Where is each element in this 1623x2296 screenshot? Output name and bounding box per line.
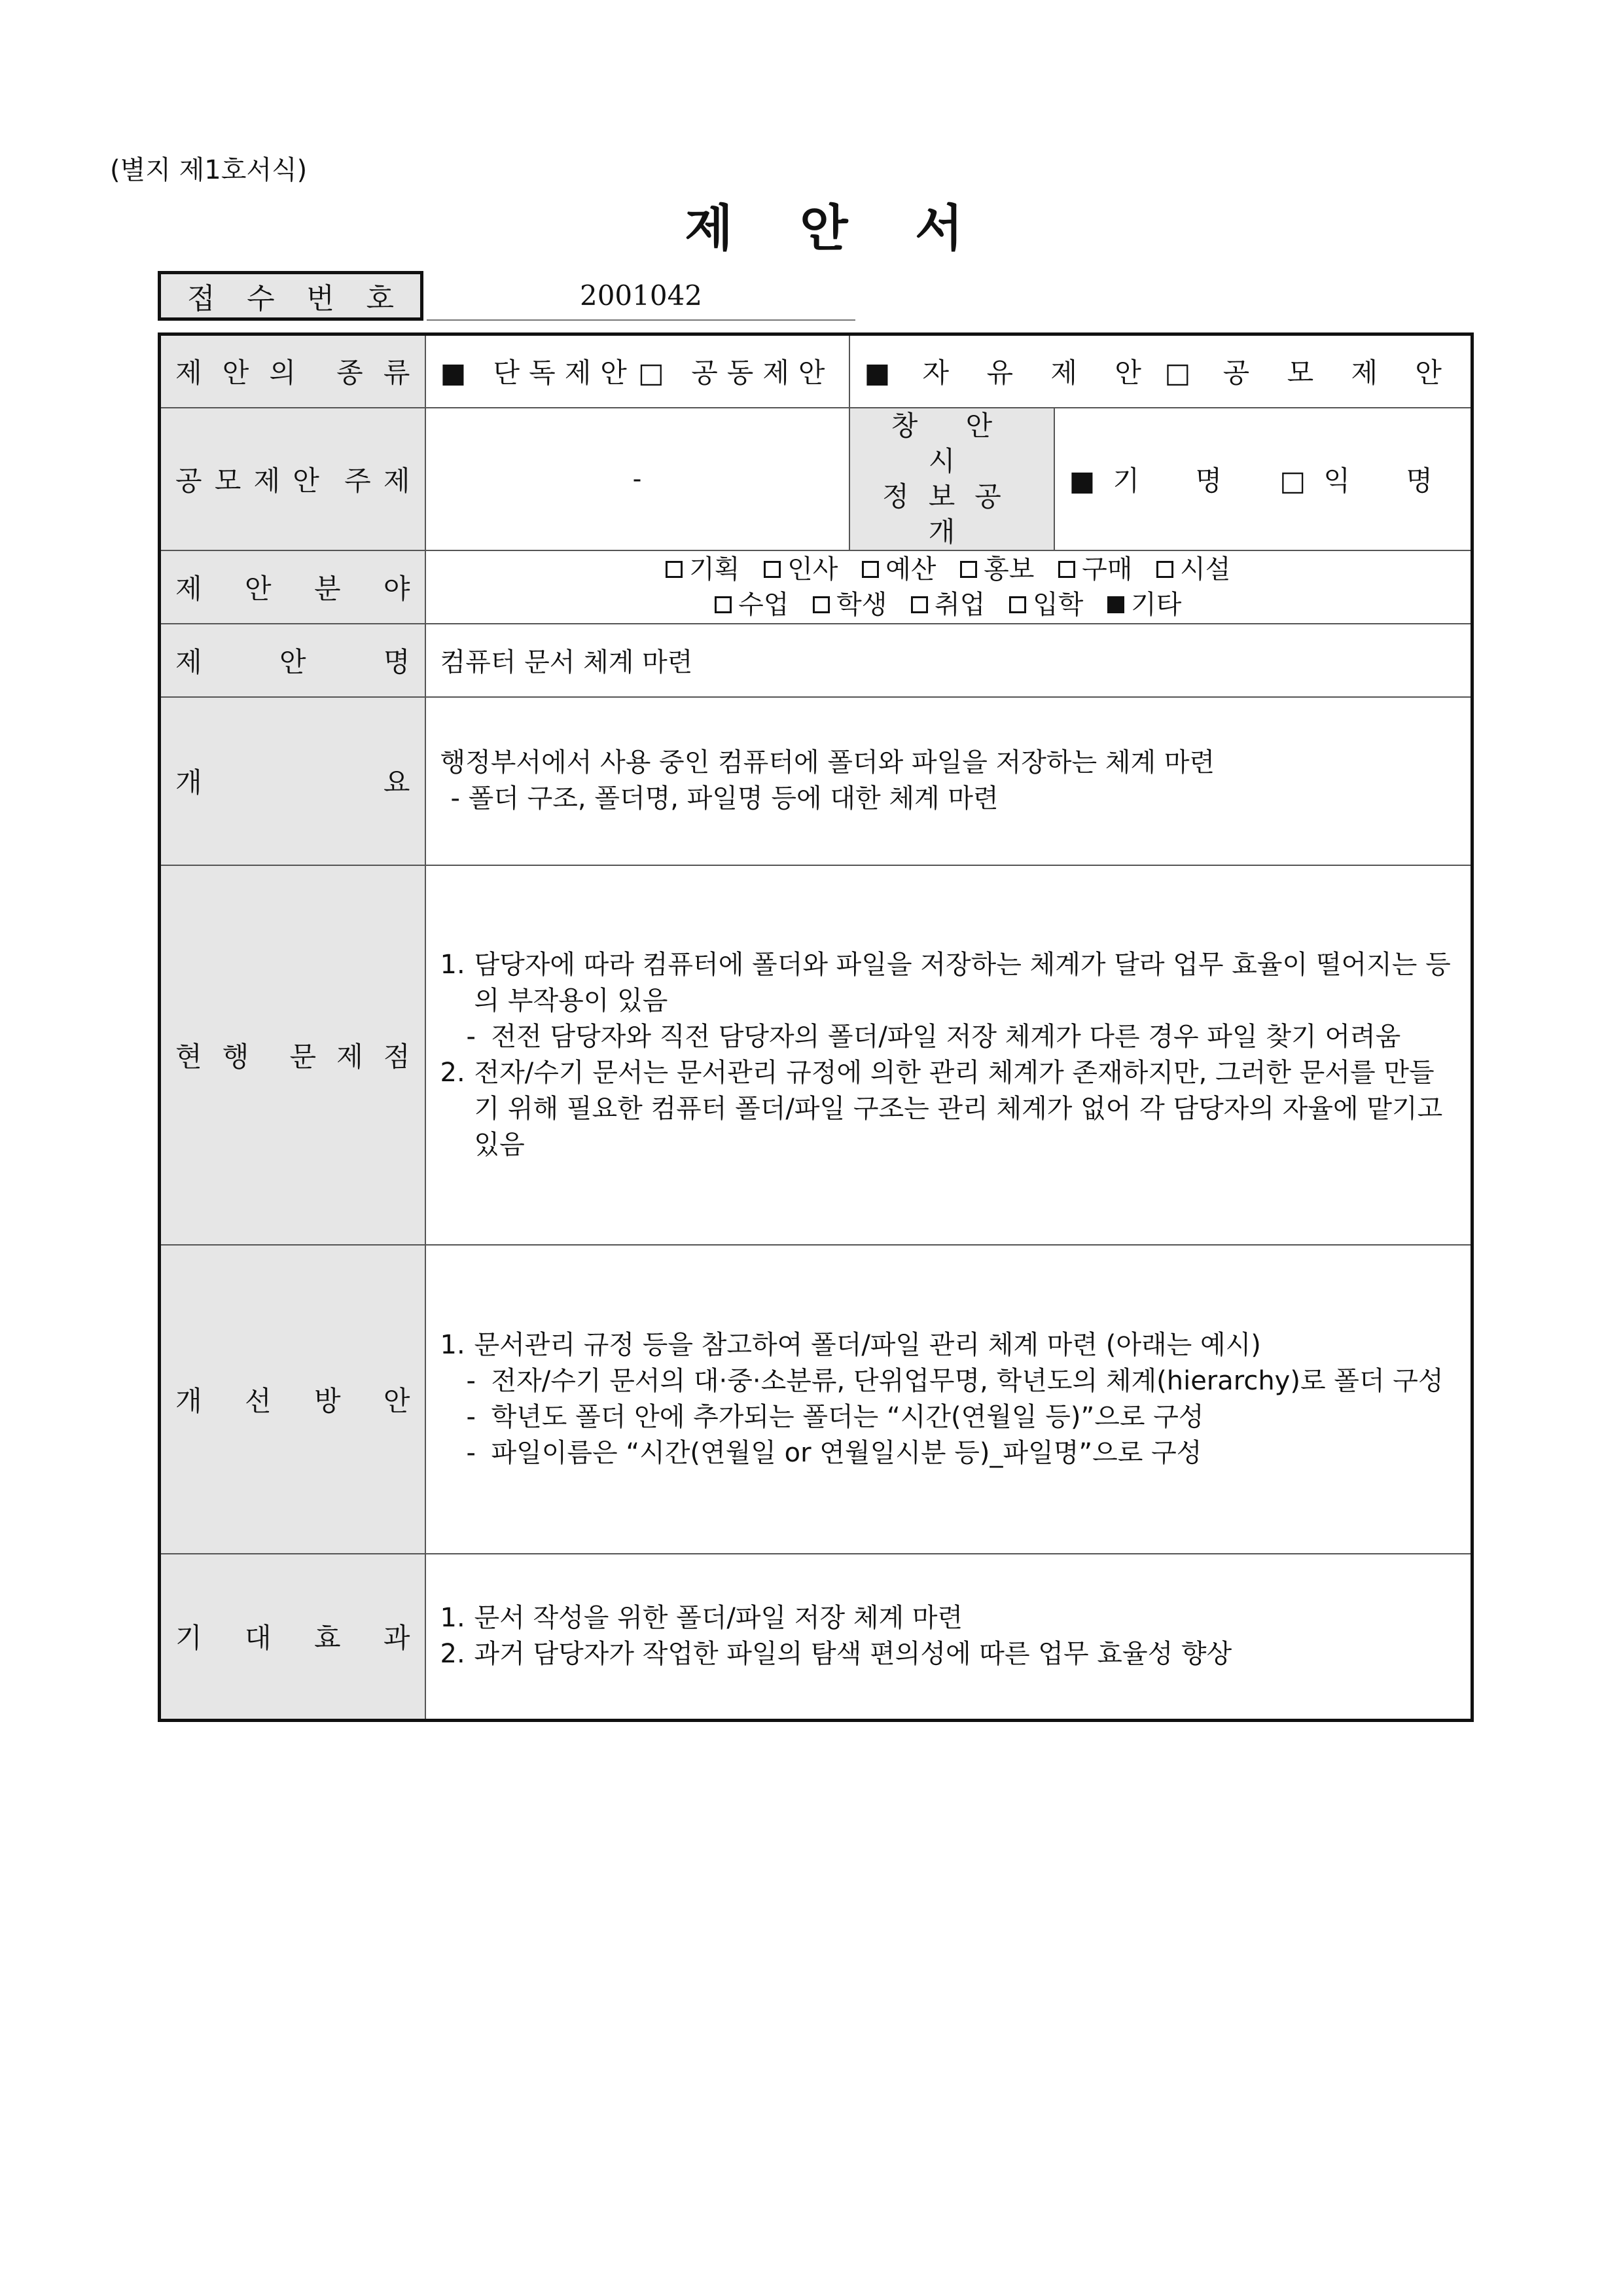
sub-list-item — [440, 1363, 1457, 1399]
list-number: 1. — [440, 949, 465, 980]
label-char: 명 — [383, 645, 410, 678]
sub-list-item — [440, 1435, 1457, 1471]
proposal-form-table — [158, 332, 1474, 1722]
label-char: 안 — [244, 572, 272, 605]
expected-effects-content[interactable] — [425, 1554, 1472, 1721]
sub-list-item — [440, 1019, 1457, 1055]
label-char: 문 — [289, 1040, 317, 1073]
label-char: 선 — [244, 1384, 272, 1417]
label-improvement-plan — [160, 1245, 425, 1554]
summary-content[interactable] — [425, 697, 1472, 865]
option-label: 기타 — [1131, 589, 1182, 620]
label-proposal-name — [160, 624, 425, 697]
option-label: 인사 — [787, 554, 838, 584]
option-label: 자 유 제 안 — [922, 357, 1156, 389]
option-label: 익 명 — [1323, 464, 1456, 497]
label-char: 호 — [366, 282, 394, 315]
row-proposal-name — [160, 624, 1472, 697]
list-number: 1. — [440, 1603, 465, 1634]
label-char: 수 — [247, 282, 275, 315]
proposal-name-value[interactable]: 컴퓨터 문서 체계 마련 — [425, 624, 1472, 697]
list-dash: - — [466, 1437, 476, 1468]
label-char: 행 — [222, 1040, 249, 1073]
checkbox-checked-icon: ■ — [864, 357, 902, 389]
label-char: 번 — [306, 282, 334, 315]
label-proposal-type — [160, 334, 425, 408]
list-item — [440, 947, 1457, 1019]
proposal-type-options — [425, 334, 849, 408]
option-named[interactable] — [1069, 459, 1246, 499]
list-number: 2. — [440, 1057, 465, 1088]
label-char: 종 — [336, 357, 363, 389]
option-contest-proposal[interactable] — [1165, 351, 1456, 391]
field-option-personnel[interactable] — [764, 552, 838, 587]
option-free-proposal[interactable] — [865, 351, 1156, 391]
option-label: 예산 — [885, 554, 936, 584]
label-disclosure — [849, 408, 1054, 550]
checkbox-empty-icon — [862, 561, 879, 578]
row-expected-effects — [160, 1554, 1472, 1721]
row-improvement-plan — [160, 1245, 1472, 1554]
list-number: 1. — [440, 1329, 465, 1360]
label-char: 안 — [383, 1384, 410, 1417]
list-item — [440, 1600, 1457, 1636]
option-label: 단독제안 — [493, 357, 636, 389]
list-text: 전자/수기 문서는 문서관리 규정에 의한 관리 체계가 존재하지만, 그러한 문서를 만들기 위해 필요한 컴퓨터 폴더/파일 구조는 관리 체계가 없어 각 담당자의 자율에 맡기고 있음 — [474, 1057, 1443, 1160]
row-proposal-field — [160, 550, 1472, 624]
label-char: 류 — [383, 357, 410, 389]
label-char: 주 — [344, 464, 371, 497]
option-label: 수업 — [738, 589, 789, 620]
checkbox-checked-icon: ■ — [1069, 464, 1096, 497]
option-label: 학생 — [836, 589, 887, 620]
list-text: 과거 담당자가 작업한 파일의 탐색 편의성에 따른 업무 효율성 향상 — [474, 1639, 1232, 1670]
label-char: 접 — [187, 282, 215, 315]
disclosure-options — [1054, 408, 1472, 550]
list-item — [440, 1636, 1457, 1672]
label-char: 제 — [336, 1040, 363, 1073]
proposal-method-options — [849, 334, 1472, 408]
checkbox-empty-icon — [1156, 561, 1173, 578]
option-anonymous[interactable] — [1279, 459, 1456, 499]
option-label: 홍보 — [984, 554, 1035, 584]
list-text: 담당자에 따라 컴퓨터에 폴더와 파일을 저장하는 체계가 달라 업무 효율이 떨어지는 등의 부작용이 있음 — [474, 949, 1451, 1016]
field-option-other[interactable] — [1107, 587, 1181, 622]
label-current-problems — [160, 865, 425, 1245]
label-char: 개 — [175, 1384, 202, 1417]
checkbox-empty-icon — [666, 561, 683, 578]
label-char: 요 — [383, 766, 410, 798]
field-option-classes[interactable] — [715, 587, 789, 622]
label-char: 공 — [175, 464, 202, 497]
row-summary — [160, 697, 1472, 865]
label-char: 개 — [175, 766, 202, 798]
option-joint-proposal[interactable] — [638, 351, 834, 391]
label-summary — [160, 697, 425, 865]
label-char: 야 — [383, 572, 410, 605]
label-char: 제 — [175, 357, 202, 389]
label-char: 방 — [313, 1384, 341, 1417]
row-contest-topic — [160, 408, 1472, 550]
checkbox-empty-icon: □ — [1164, 357, 1203, 389]
list-item — [440, 1327, 1457, 1363]
checkbox-empty-icon — [764, 561, 781, 578]
checkbox-checked-icon — [1107, 596, 1124, 613]
option-label: 공 모 제 안 — [1222, 357, 1456, 389]
option-label: 구매 — [1082, 554, 1133, 584]
summary-line: 행정부서에서 사용 중인 컴퓨터에 폴더와 파일을 저장하는 체계 마련 — [440, 747, 1215, 778]
document-title: 제 안 서 — [685, 199, 988, 257]
label-char: 점 — [383, 1040, 410, 1073]
field-option-students[interactable] — [813, 587, 887, 622]
label-char: 제 — [383, 464, 410, 497]
label-char: 과 — [383, 1622, 410, 1655]
receipt-number-value[interactable]: 2001042 — [427, 271, 855, 321]
label-char: 기 — [175, 1622, 202, 1655]
label-char: 대 — [244, 1622, 272, 1655]
checkbox-empty-icon: □ — [638, 357, 673, 389]
sub-list-item — [440, 1399, 1457, 1435]
disclosure-label-line1: 창 안 시 — [891, 409, 1012, 477]
label-char: 제 — [175, 645, 202, 678]
form-number: (별지 제1호서식) — [110, 155, 308, 185]
list-dash: - — [466, 1365, 476, 1396]
row-proposal-type — [160, 334, 1472, 408]
current-problems-content[interactable] — [425, 865, 1472, 1245]
label-contest-topic — [160, 408, 425, 550]
list-text: 문서관리 규정 등을 참고하여 폴더/파일 관리 체계 마련 (아래는 예시) — [474, 1329, 1261, 1360]
option-label: 시설 — [1180, 554, 1231, 584]
checkbox-checked-icon: ■ — [440, 357, 476, 389]
field-option-admission[interactable] — [1009, 587, 1083, 622]
label-char: 안 — [279, 645, 306, 678]
field-option-publicity[interactable] — [960, 552, 1034, 587]
field-option-employment[interactable] — [911, 587, 985, 622]
label-char: 안 — [293, 464, 319, 497]
list-text: 파일이름은 “시간(연월일 or 연월일시분 등)_파일명”으로 구성 — [491, 1437, 1202, 1468]
label-char: 제 — [175, 572, 202, 605]
disclosure-label-line2: 정보공개 — [882, 480, 1021, 548]
option-label: 취업 — [935, 589, 986, 620]
option-single-proposal[interactable] — [440, 351, 636, 391]
list-text: 문서 작성을 위한 폴더/파일 저장 체계 마련 — [474, 1603, 963, 1634]
field-option-purchase[interactable] — [1058, 552, 1132, 587]
checkbox-empty-icon — [960, 561, 977, 578]
option-label: 기획 — [689, 554, 740, 584]
label-char: 현 — [175, 1040, 202, 1073]
checkbox-empty-icon — [715, 596, 732, 613]
label-char: 안 — [222, 357, 249, 389]
option-label: 입학 — [1033, 589, 1084, 620]
option-label: 기 명 — [1113, 464, 1246, 497]
label-char: 의 — [269, 357, 296, 389]
label-char: 분 — [313, 572, 341, 605]
improvement-plan-content[interactable] — [425, 1245, 1472, 1554]
checkbox-empty-icon — [911, 596, 928, 613]
summary-line: - 폴더 구조, 폴더명, 파일명 등에 대한 체계 마련 — [450, 783, 999, 814]
list-text: 전전 담당자와 직전 담당자의 폴더/파일 저장 체계가 다른 경우 파일 찾기 어려움 — [491, 1021, 1401, 1052]
receipt-number-label — [158, 271, 423, 321]
checkbox-empty-icon — [1009, 596, 1026, 613]
list-dash: - — [466, 1401, 476, 1432]
checkbox-empty-icon: □ — [1279, 464, 1306, 497]
checkbox-empty-icon — [1058, 561, 1075, 578]
label-char: 모 — [214, 464, 241, 497]
list-item — [440, 1055, 1457, 1163]
field-option-facilities[interactable] — [1156, 552, 1230, 587]
label-char: 효 — [313, 1622, 341, 1655]
label-expected-effects — [160, 1554, 425, 1721]
field-option-planning[interactable] — [666, 552, 740, 587]
proposal-field-options — [425, 550, 1472, 624]
field-option-budget[interactable] — [862, 552, 936, 587]
row-current-problems — [160, 865, 1472, 1245]
label-proposal-field — [160, 550, 425, 624]
list-number: 2. — [440, 1639, 465, 1670]
list-text: 학년도 폴더 안에 추가되는 폴더는 “시간(연월일 등)”으로 구성 — [491, 1401, 1204, 1432]
list-dash: - — [466, 1021, 476, 1052]
option-label: 공동제안 — [691, 357, 834, 389]
checkbox-empty-icon — [813, 596, 830, 613]
list-text: 전자/수기 문서의 대·중·소분류, 단위업무명, 학년도의 체계(hierarchy)로 폴더 구성 — [491, 1365, 1444, 1396]
contest-topic-value[interactable]: - — [425, 408, 849, 550]
label-char: 제 — [253, 464, 281, 497]
